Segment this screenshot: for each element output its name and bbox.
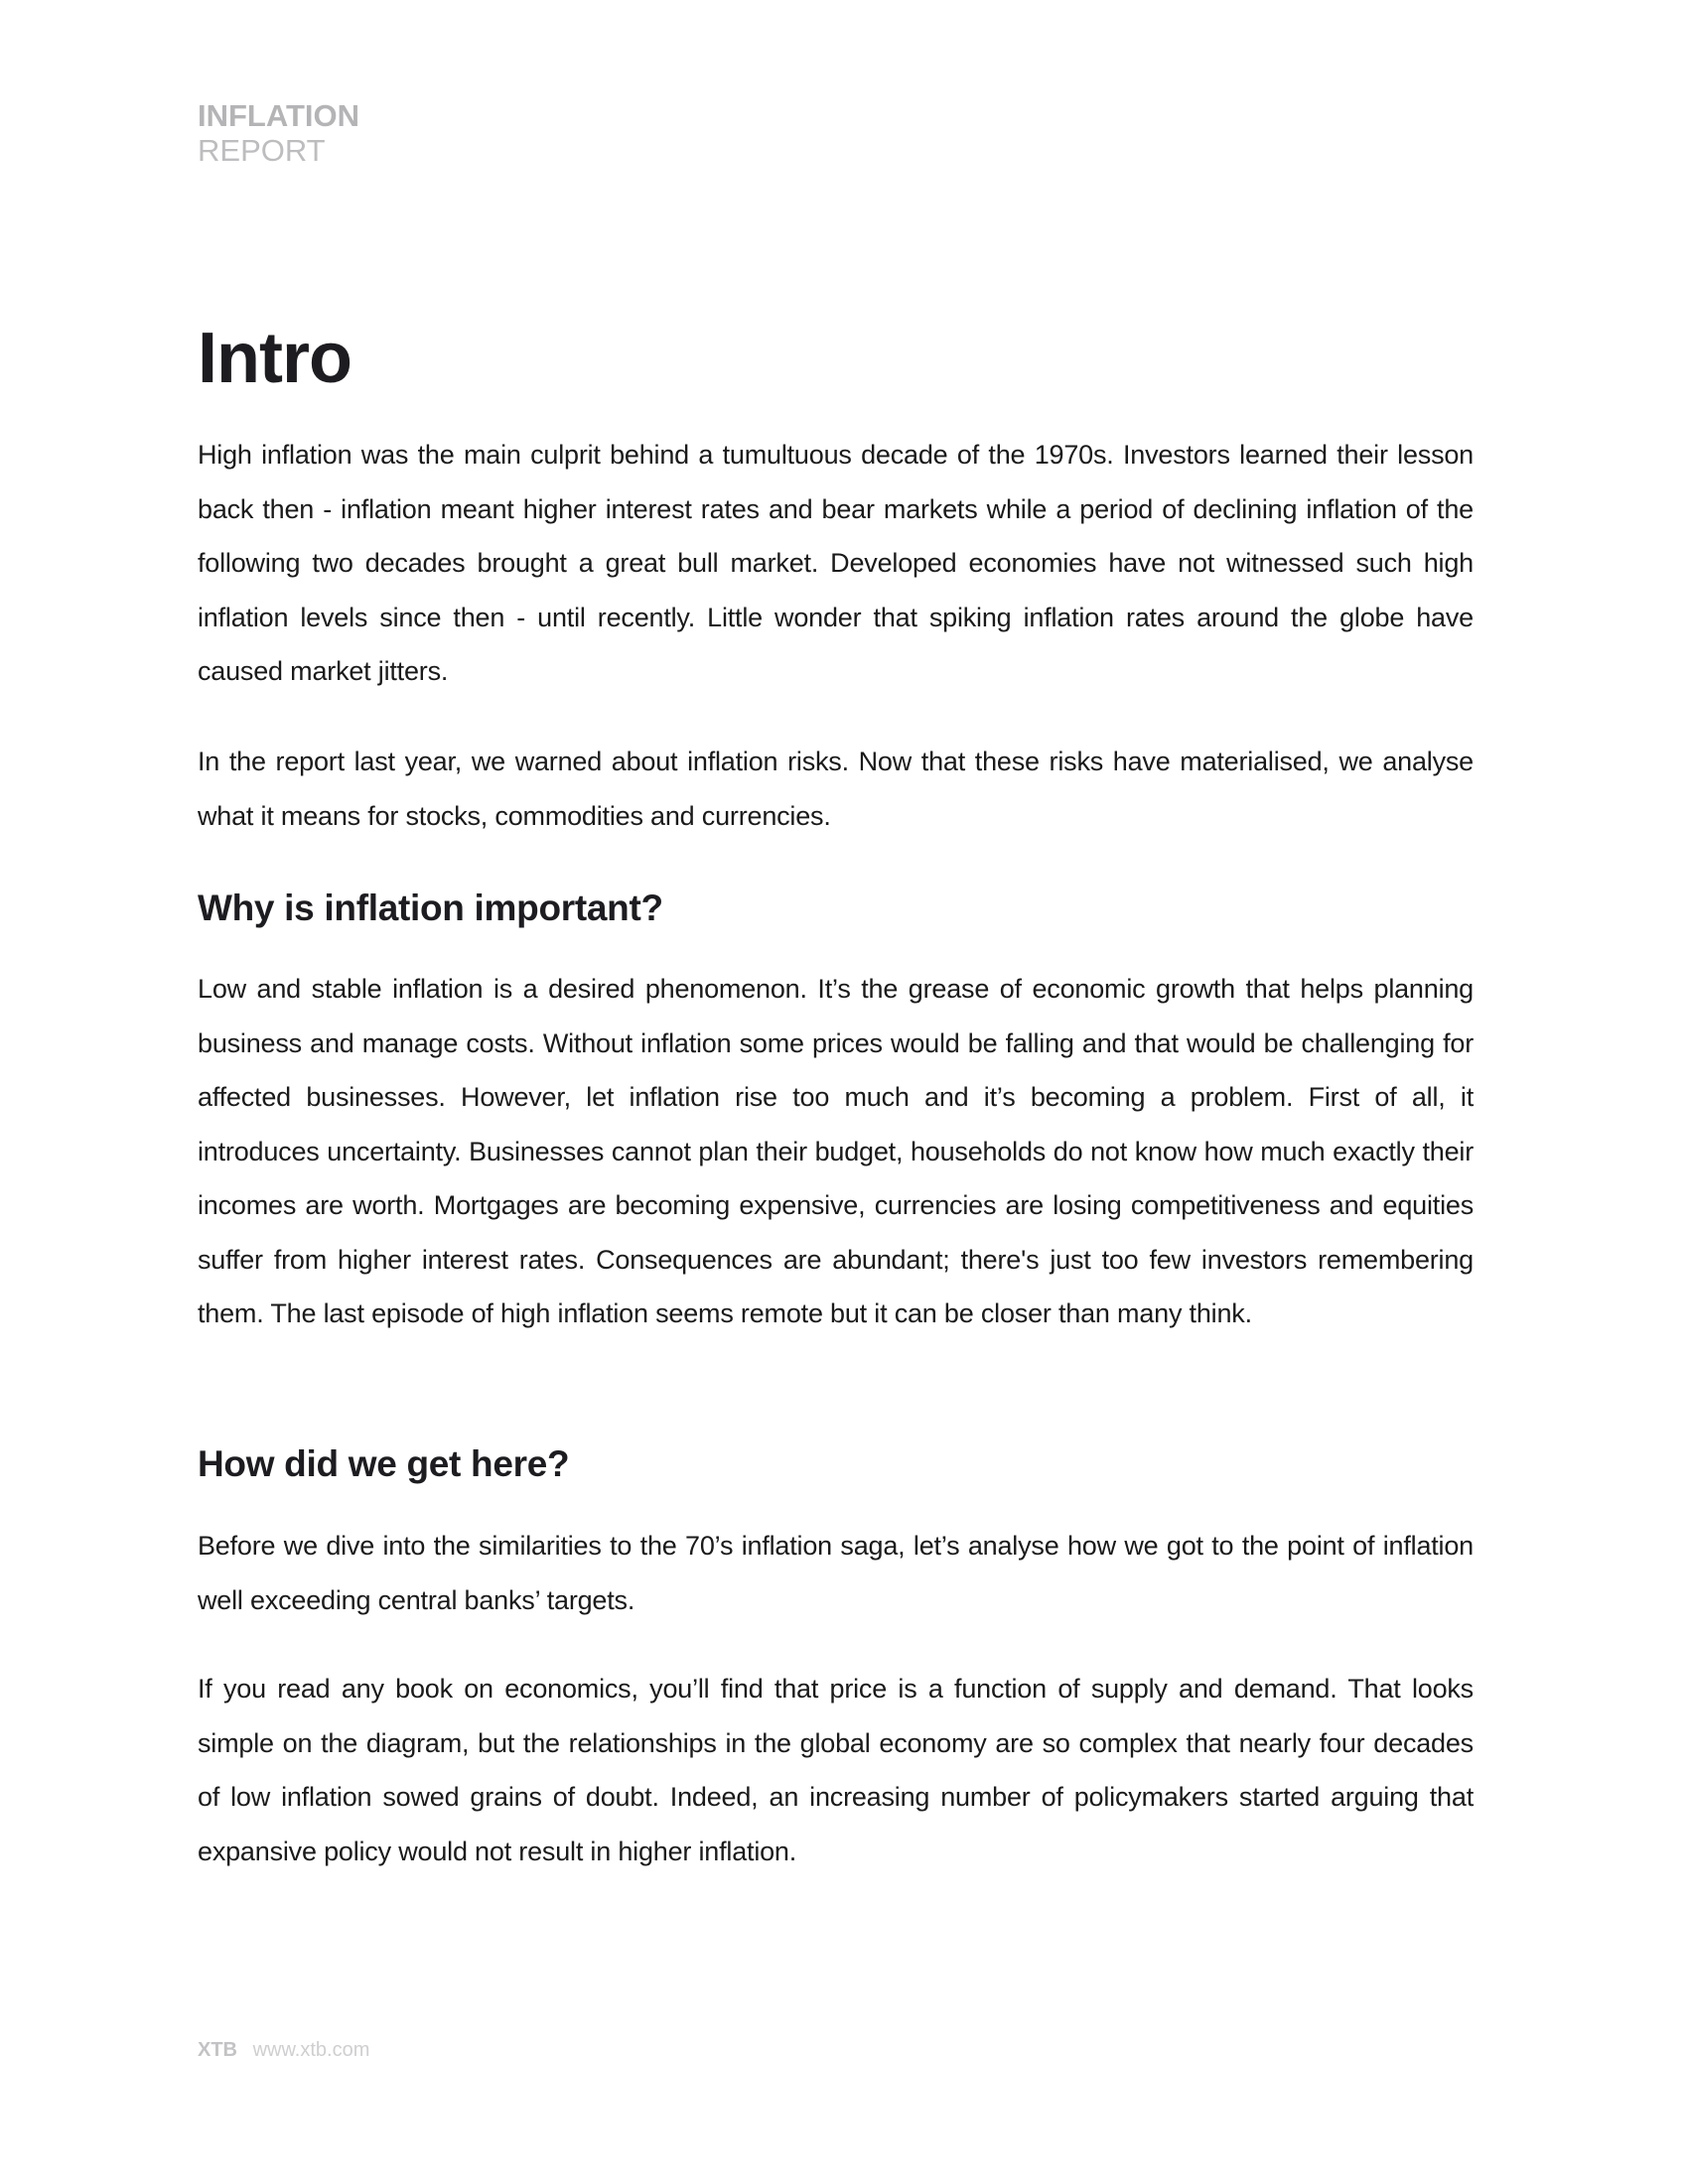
section-heading-how-did-we-get-here: How did we get here? <box>198 1443 570 1484</box>
section-heading-why-inflation-important: Why is inflation important? <box>198 887 663 928</box>
how-paragraph-2: If you read any book on economics, you’ll find that price is a function of supply and demand. That looks simple on the diagram, but the relationships in the global economy are so complex that nearly four decades of low inflation sowed grains of doubt. Indeed, an increasing number of policymakers started arguing that expansive policy would not result in higher inflation. <box>198 1674 1474 1866</box>
intro-paragraph-1: High inflation was the main culprit behind a tumultuous decade of the 1970s. Investors learned their lesson back then - inflation meant higher interest rates and bear markets while a period of declining inflation of the following two decades brought a great bull market. Developed economies have not witnessed such high inflation levels since then - until recently. Little wonder that spiking inflation rates around the globe have caused market jitters. <box>198 440 1474 686</box>
report-header-title: INFLATION <box>198 98 360 133</box>
footer-brand-logo: XTB <box>198 2039 237 2061</box>
page-footer <box>198 2038 369 2062</box>
page-title: Intro <box>198 319 352 398</box>
footer-website-link[interactable]: www.xtb.com <box>252 2039 370 2061</box>
report-header-subtitle: REPORT <box>198 133 326 168</box>
how-paragraph-1: Before we dive into the similarities to the 70’s inflation saga, let’s analyse how we got to the point of inflation well exceeding central banks’ targets. <box>198 1531 1474 1615</box>
intro-paragraph-2: In the report last year, we warned about inflation risks. Now that these risks have materialised, we analyse what it means for stocks, commodities and currencies. <box>198 747 1474 831</box>
why-inflation-paragraph: Low and stable inflation is a desired phenomenon. It’s the grease of economic growth that helps planning business and manage costs. Without inflation some prices would be falling and that would be challenging for affected businesses. However, let inflation rise too much and it’s becoming a problem. First of all, it introduces uncertainty. Businesses cannot plan their budget, households do not know how much exactly their incomes are worth. Mortgages are becoming expensive, currencies are losing competitiveness and equities suffer from higher interest rates. Consequences are abundant; there's just too few investors remembering them. The last episode of high inflation seems remote but it can be closer than many think. <box>198 974 1474 1328</box>
